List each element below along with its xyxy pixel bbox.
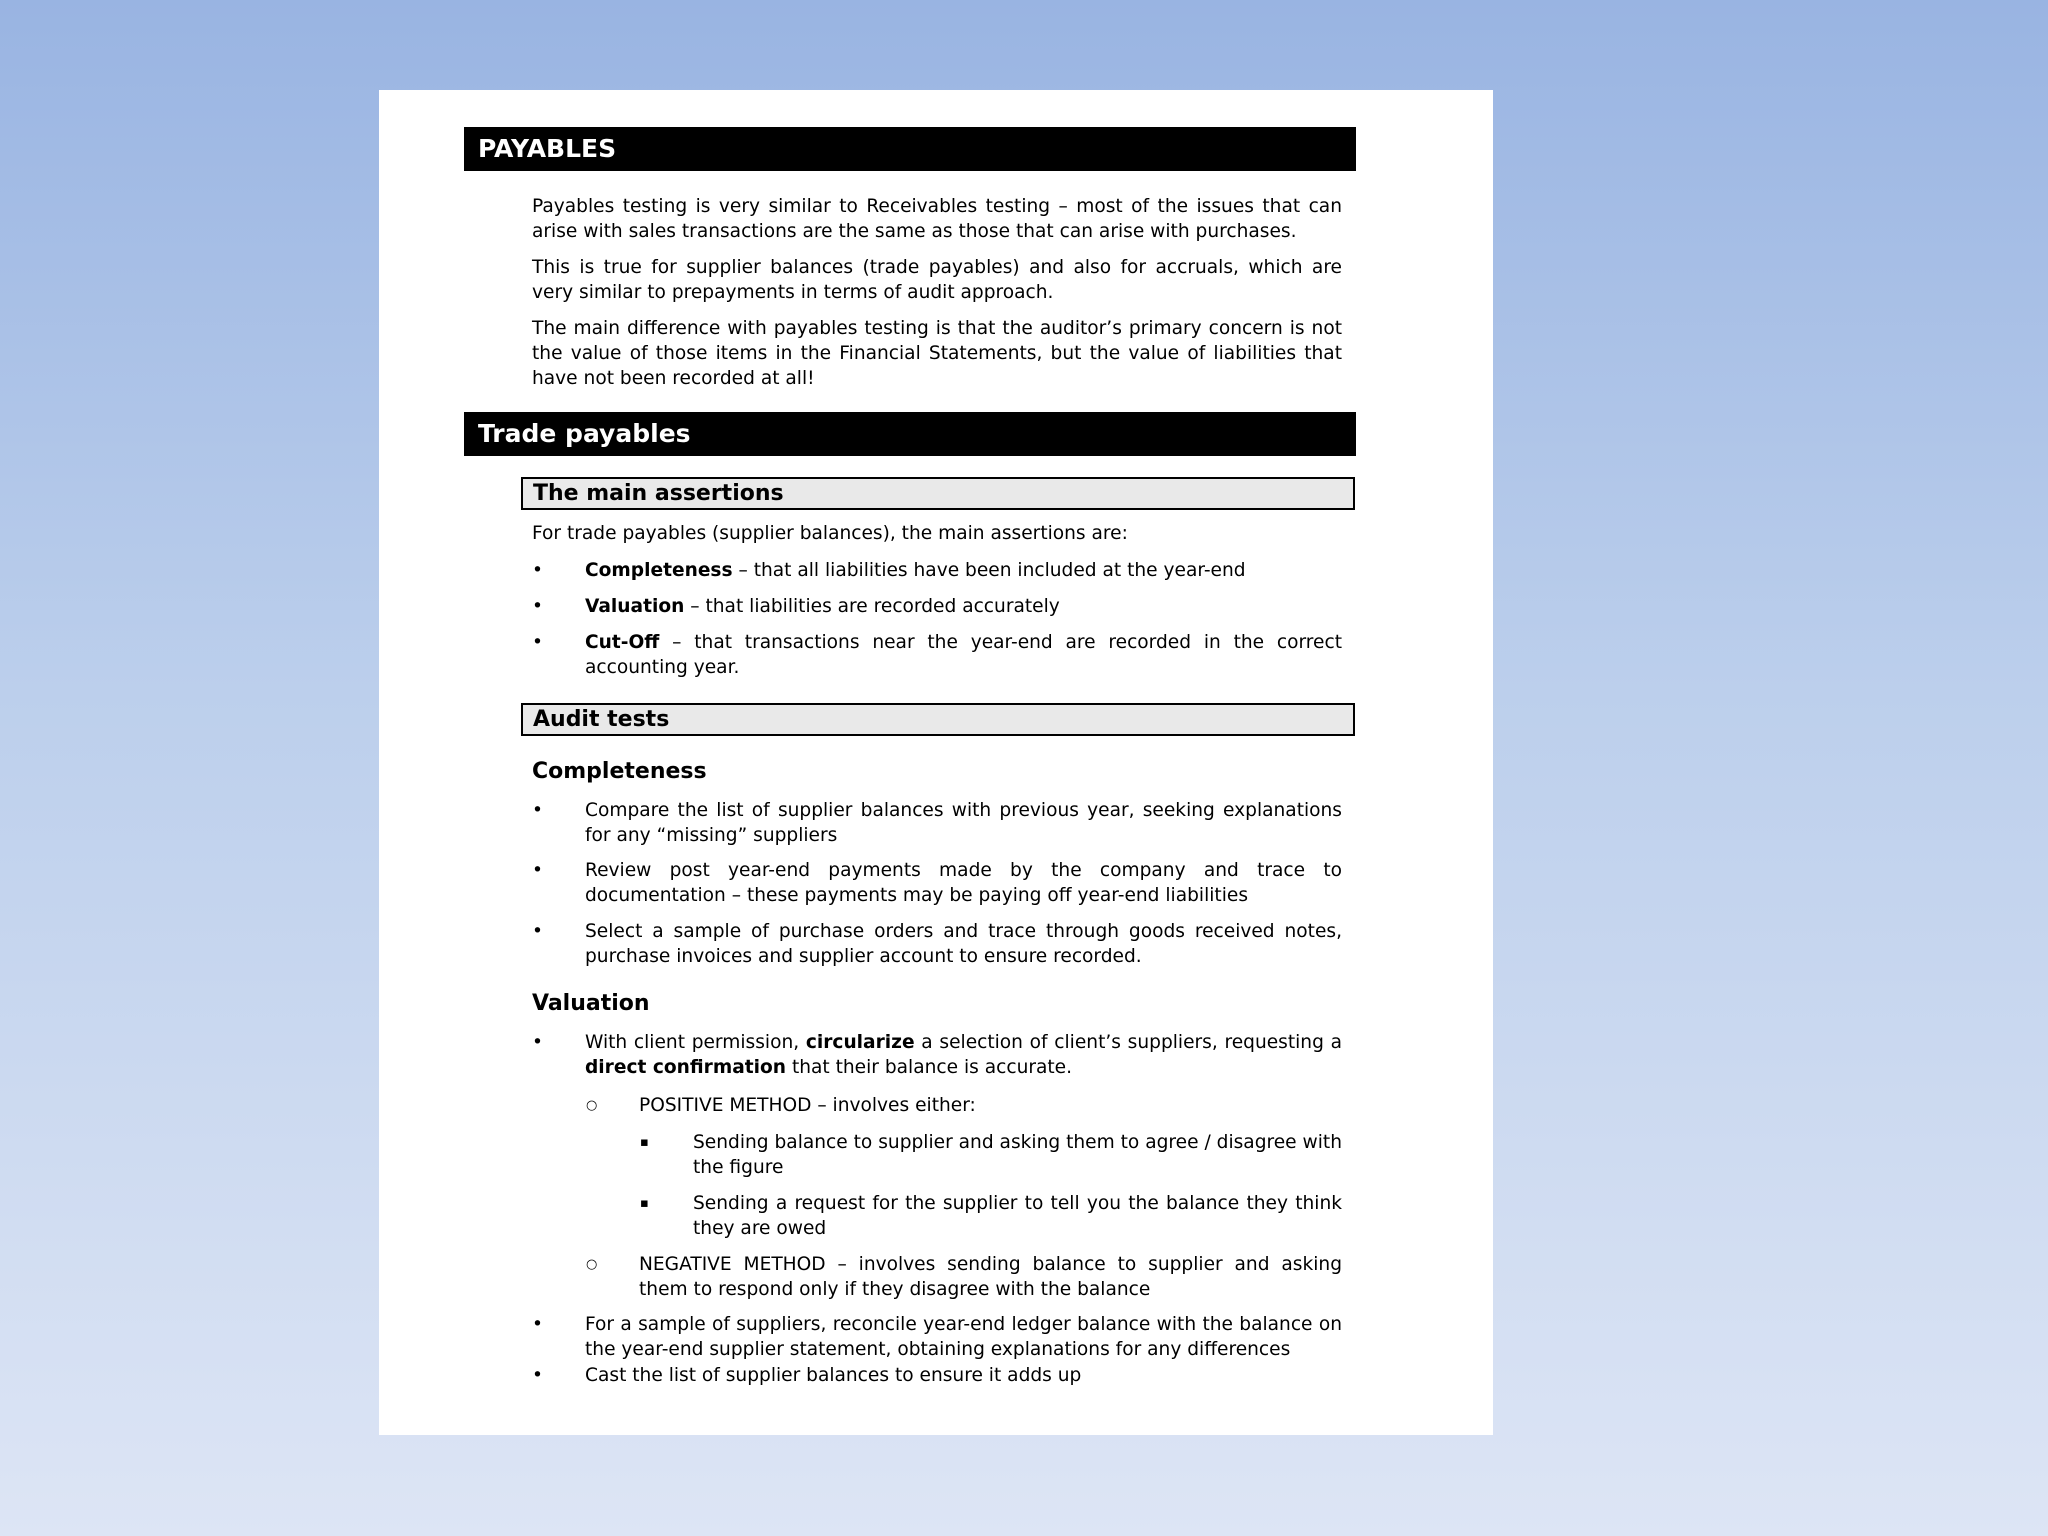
bullet-icon: • — [532, 921, 543, 942]
positive-method-option: Sending balance to supplier and asking them to agree / disagree with the figure — [693, 1132, 1342, 1178]
valuation-text: a selection of client’s suppliers, requesting a — [914, 1032, 1342, 1053]
bullet-icon: • — [532, 1365, 543, 1386]
main-assertions-heading: The main assertions — [521, 477, 1355, 510]
circle-bullet-icon: ○ — [586, 1098, 598, 1113]
bullet-icon: • — [532, 560, 543, 581]
positive-method-option: Sending a request for the supplier to tell you the balance they think they are owed — [693, 1193, 1342, 1239]
valuation-test: For a sample of suppliers, reconcile year-end ledger balance with the balance on the year-end supplier statement, obtaining explanations for any differences — [585, 1314, 1342, 1360]
assertions-lead: For trade payables (supplier balances), the main assertions are: — [532, 523, 1128, 544]
square-bullet-icon: ▪ — [640, 1135, 649, 1150]
list-item — [586, 1252, 1342, 1302]
completeness-test: Compare the list of supplier balances with previous year, seeking explanations for any “missing” suppliers — [585, 800, 1342, 846]
list-item — [532, 1312, 1342, 1362]
positive-method: POSITIVE METHOD – involves either: — [639, 1095, 976, 1116]
assertion-text: – that liabilities are recorded accurately — [684, 596, 1060, 617]
list-item — [640, 1191, 1342, 1241]
valuation-subheading: Valuation — [532, 991, 650, 1016]
assertion-term: Valuation — [585, 596, 685, 617]
trade-payables-heading: Trade payables — [464, 412, 1356, 456]
list-item — [586, 1093, 1342, 1118]
completeness-test: Review post year-end payments made by the company and trace to documentation – these payments may be paying off year-end liabilities — [585, 860, 1342, 906]
payables-heading: PAYABLES — [464, 127, 1356, 171]
bullet-icon: • — [532, 1032, 543, 1053]
audit-tests-heading: Audit tests — [521, 703, 1355, 736]
bullet-icon: • — [532, 632, 543, 653]
list-item — [532, 858, 1342, 908]
circle-bullet-icon: ○ — [586, 1257, 598, 1272]
assertion-term: Cut-Off — [585, 632, 660, 653]
list-item — [532, 1363, 1342, 1388]
negative-method: NEGATIVE METHOD – involves sending balance to supplier and asking them to respond only if they disagree with the balance — [639, 1254, 1342, 1300]
assertion-text: – that transactions near the year-end are recorded in the correct accounting year. — [585, 632, 1342, 678]
assertion-text: – that all liabilities have been included at the year-end — [732, 560, 1246, 581]
valuation-test: Cast the list of supplier balances to ensure it adds up — [585, 1365, 1082, 1386]
valuation-text: that their balance is accurate. — [786, 1057, 1073, 1078]
completeness-test: Select a sample of purchase orders and trace through goods received notes, purchase invoices and supplier account to ensure recorded. — [585, 921, 1342, 967]
valuation-text: With client permission, — [585, 1032, 806, 1053]
list-item — [532, 919, 1342, 969]
completeness-subheading: Completeness — [532, 759, 707, 784]
list-item — [532, 630, 1342, 680]
bullet-icon: • — [532, 860, 543, 881]
valuation-term: direct confirmation — [585, 1057, 787, 1078]
intro-paragraph-2: This is true for supplier balances (trade payables) and also for accruals, which are very similar to prepayments in terms of audit approach. — [532, 257, 1342, 303]
square-bullet-icon: ▪ — [640, 1196, 649, 1211]
bullet-icon: • — [532, 1314, 543, 1335]
document-page — [379, 90, 1493, 1435]
assertion-term: Completeness — [585, 560, 733, 581]
intro-paragraph-1: Payables testing is very similar to Receivables testing – most of the issues that can arise with sales transactions are the same as those that can arise with purchases. — [532, 196, 1342, 242]
list-item — [640, 1130, 1342, 1180]
bullet-icon: • — [532, 596, 543, 617]
list-item — [532, 1030, 1342, 1080]
intro-paragraph-3: The main difference with payables testing is that the auditor’s primary concern is not the value of those items in the Financial Statements, but the value of liabilities that have not been recorded at all! — [532, 318, 1342, 389]
bullet-icon: • — [532, 800, 543, 821]
valuation-term: circularize — [805, 1032, 915, 1053]
list-item — [532, 594, 1342, 619]
list-item — [532, 558, 1342, 583]
list-item — [532, 798, 1342, 848]
